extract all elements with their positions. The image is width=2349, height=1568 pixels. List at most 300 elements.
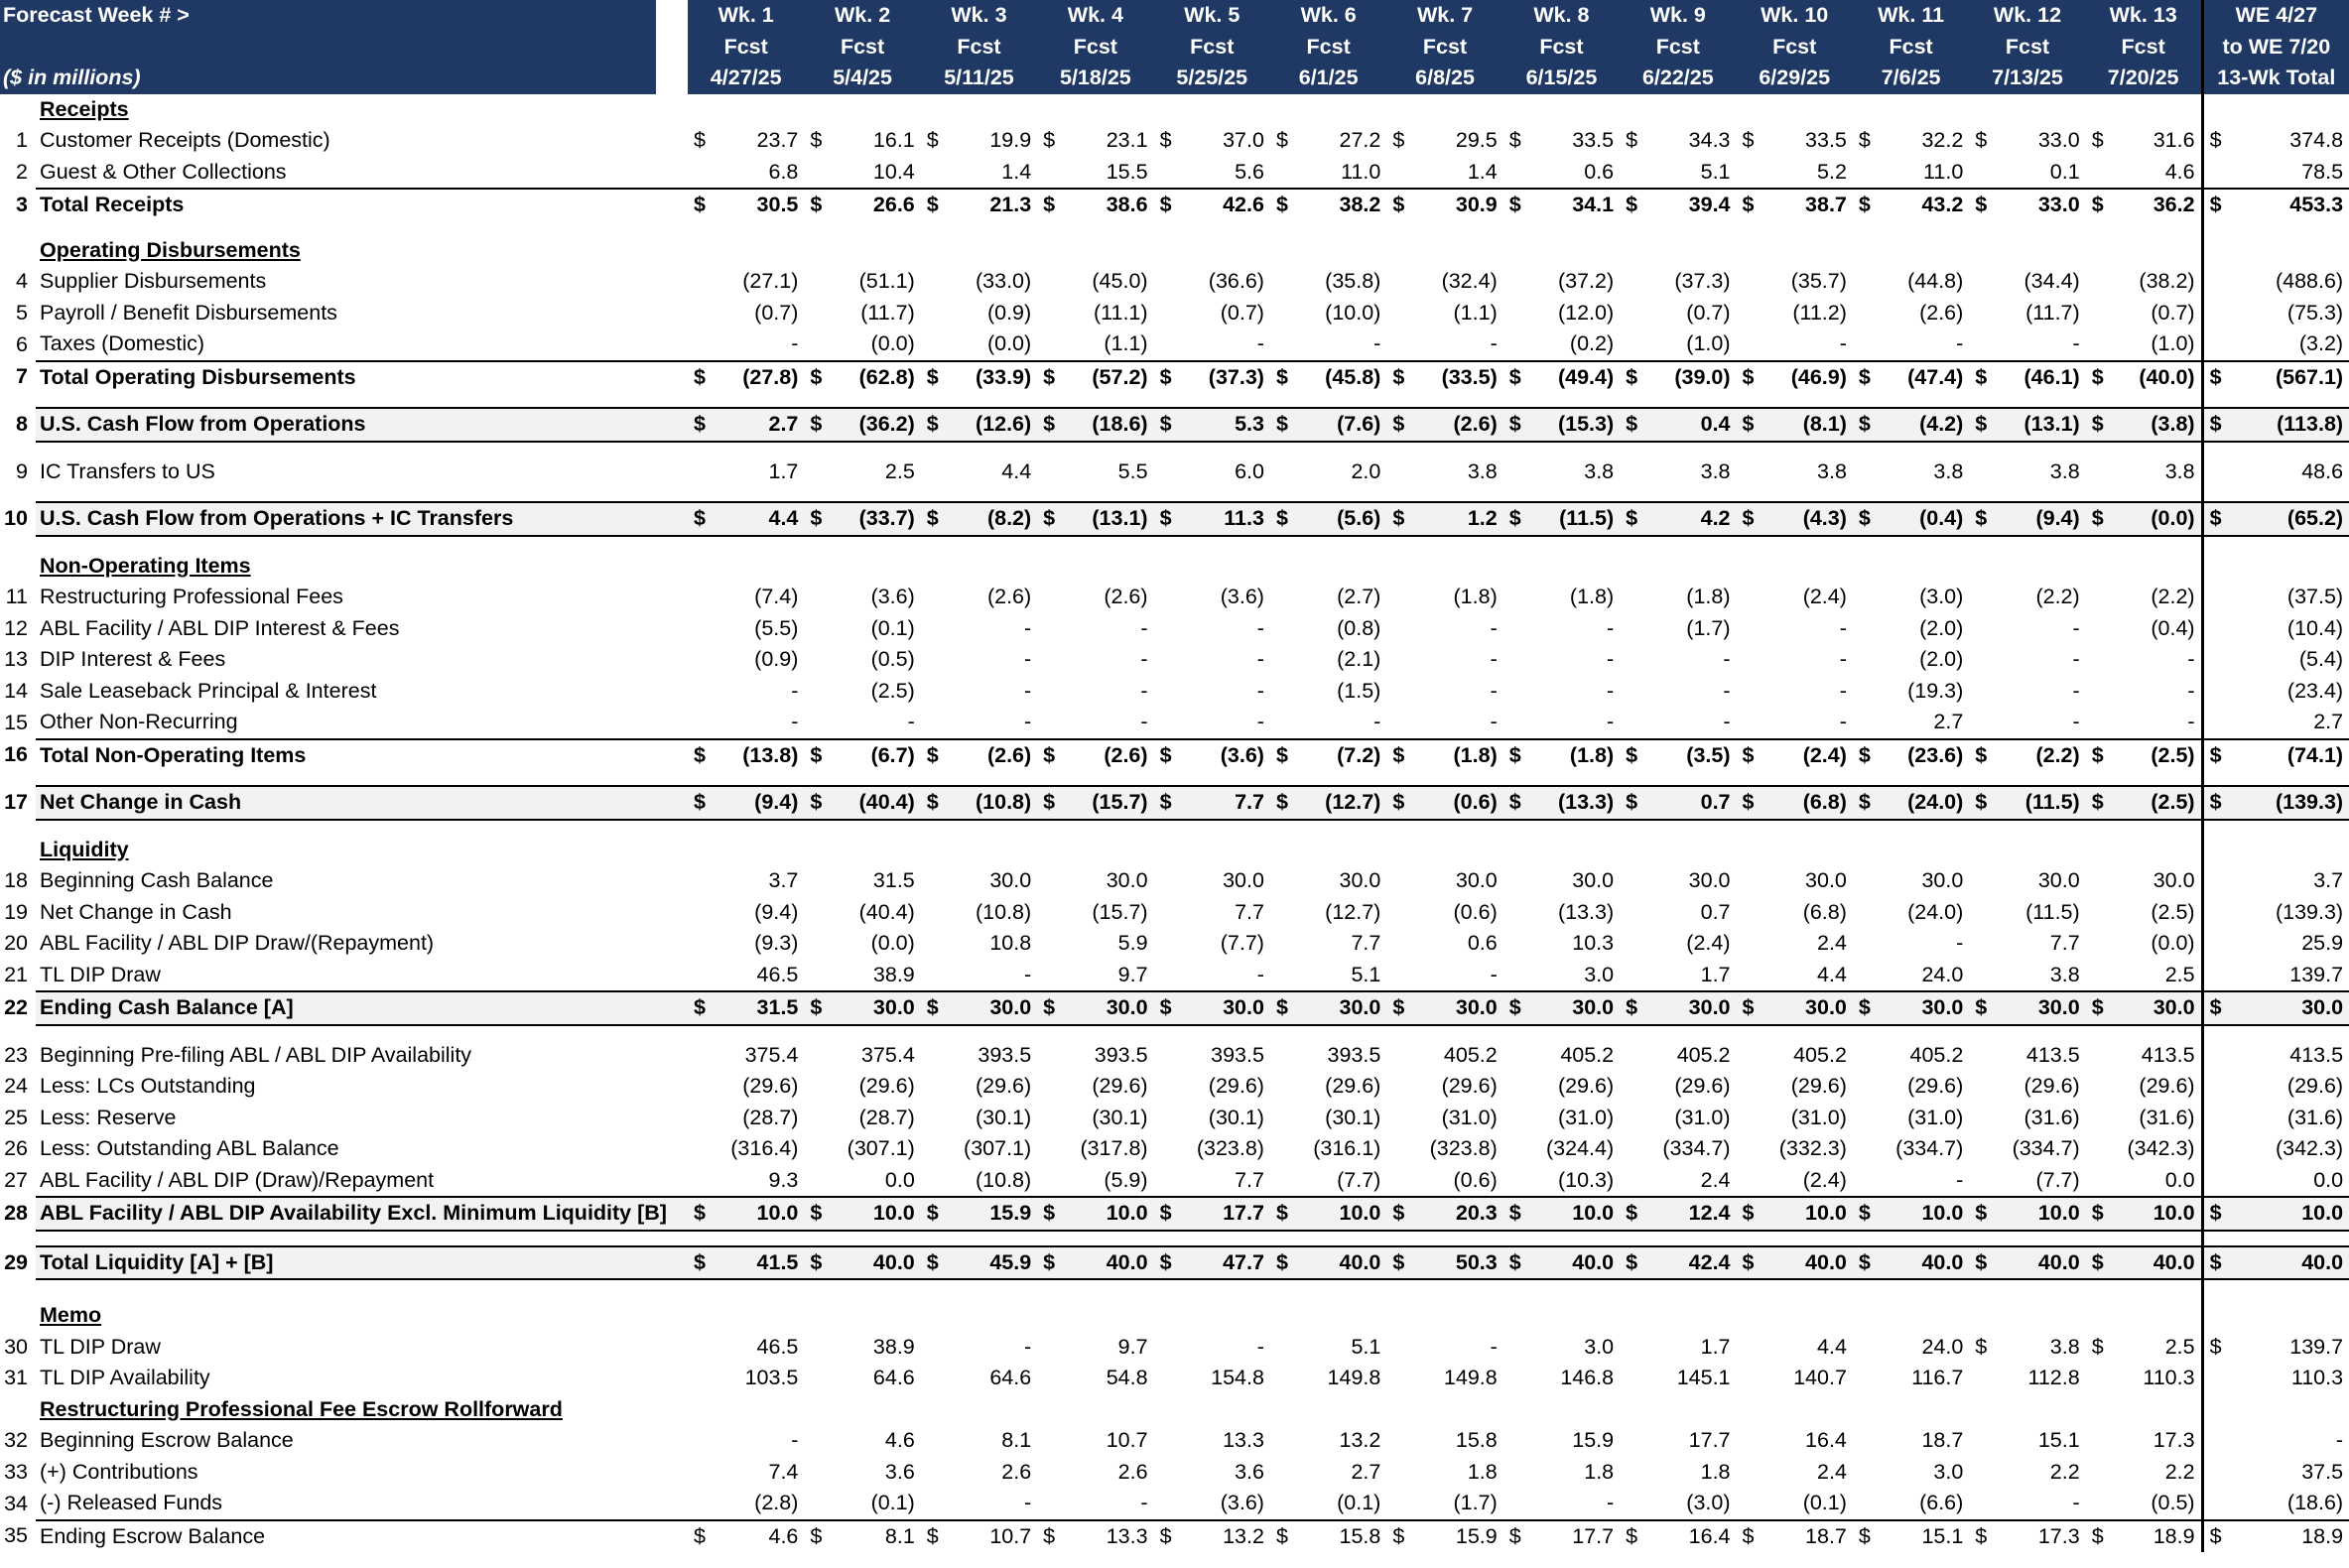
dollar-sign: $ (810, 364, 823, 389)
spacer-cell (1503, 771, 1620, 786)
value-cell (1853, 125, 1969, 157)
row-number: 12 (4, 615, 28, 640)
value: 112.8 (2027, 1366, 2080, 1389)
empty-cell (1620, 551, 1736, 583)
spacer-cell (1853, 536, 1969, 551)
line-item-row (0, 1425, 2349, 1457)
value: 8.1 (1001, 1428, 1032, 1452)
value: - (1256, 962, 1264, 986)
total-cell (2202, 1197, 2349, 1231)
value: 30.0 (1688, 868, 1731, 892)
value-cell (1737, 928, 1853, 960)
empty-cell (1969, 1394, 2085, 1426)
value-cell (804, 991, 920, 1025)
value: 5.1 (1351, 1334, 1381, 1359)
empty-cell (1386, 94, 1502, 126)
spacer-cell (36, 1231, 688, 1246)
value: 10.0 (1921, 1201, 1964, 1225)
week-header-cell: Fcst (1386, 32, 1502, 64)
value-cell (1386, 328, 1502, 361)
value: (316.1) (1313, 1136, 1381, 1160)
total-value: (488.6) (2275, 269, 2344, 293)
value-cell (1503, 897, 1620, 929)
dollar-sign: $ (1858, 128, 1871, 152)
value: (7.7) (1337, 1167, 1381, 1192)
value-cell (921, 125, 1037, 157)
total-cell (2202, 1103, 2349, 1134)
value: (7.4) (754, 585, 799, 608)
row-label: Net Change in Cash (36, 786, 688, 820)
value: (1.0) (1686, 331, 1731, 355)
value: - (1256, 1334, 1264, 1359)
value-cell (1969, 865, 2085, 897)
spacer-cell (688, 442, 804, 457)
dollar-sign: $ (926, 364, 939, 389)
value: (332.3) (1778, 1136, 1847, 1160)
value-cell (1386, 361, 1502, 394)
empty-cell (1503, 551, 1620, 583)
value-cell (1620, 613, 1736, 645)
value: 23.1 (1106, 128, 1148, 152)
value: (27.1) (742, 269, 799, 293)
row-number: 1 (16, 128, 28, 152)
value: 9.3 (768, 1167, 799, 1192)
value-cell (921, 1363, 1037, 1394)
spacer-cell (1386, 536, 1502, 551)
dollar-sign: $ (1858, 1249, 1871, 1274)
spacer-cell (1503, 442, 1620, 457)
value-cell (1620, 739, 1736, 772)
value: 2.5 (884, 458, 915, 483)
spacer-cell (1270, 1279, 1386, 1300)
value-cell (1737, 613, 1853, 645)
total-cell (2202, 1040, 2349, 1072)
value-cell (1969, 266, 2085, 298)
value: - (2072, 1491, 2080, 1514)
dollar-sign: $ (1508, 364, 1521, 389)
spacer-cell (0, 442, 36, 457)
value-cell (1154, 1071, 1270, 1103)
spacer-cell (921, 1025, 1037, 1040)
value: (0.4) (2151, 615, 2195, 640)
value-cell (804, 897, 920, 929)
value-cell (1154, 157, 1270, 190)
value: 4.6 (768, 1523, 799, 1548)
value-cell (688, 157, 804, 190)
value-cell (1503, 1425, 1620, 1457)
spacer-cell (0, 221, 36, 235)
value: (39.0) (1674, 364, 1731, 389)
row-label: TL DIP Draw (40, 1334, 161, 1359)
value-cell (1503, 739, 1620, 772)
value-cell (1620, 1363, 1736, 1394)
value: 2.4 (1700, 1167, 1731, 1192)
dollar-sign: $ (1975, 1201, 1988, 1225)
line-item-row (0, 676, 2349, 708)
dollar-sign: $ (1275, 412, 1288, 436)
value-cell (921, 897, 1037, 929)
value-cell (1154, 1197, 1270, 1231)
value-cell (688, 1071, 804, 1103)
value: (4.3) (1802, 506, 1847, 530)
value-cell (1037, 613, 1153, 645)
value-cell (1969, 189, 2085, 221)
spacer-cell (1386, 487, 1502, 502)
row-number: 11 (5, 585, 28, 608)
value: (0.8) (1337, 615, 1381, 640)
value-cell (1154, 865, 1270, 897)
week-header-cell: Fcst (1969, 32, 2085, 64)
value-cell (1270, 1488, 1386, 1520)
value: 10.8 (989, 931, 1032, 955)
value-cell (2086, 1425, 2202, 1457)
value-cell (1154, 1457, 1270, 1489)
row-number: 3 (16, 192, 28, 216)
dollar-sign: $ (2209, 412, 2222, 436)
dollar-sign: $ (1275, 128, 1288, 152)
spacer-cell (1154, 536, 1270, 551)
value-cell (1270, 707, 1386, 739)
section-header-row (0, 235, 2349, 267)
week-header-cell: Wk. 9 (1620, 0, 1736, 32)
value: (1.8) (1569, 742, 1615, 767)
empty-cell (804, 235, 920, 267)
spacer-cell (1386, 1231, 1502, 1246)
spacer-cell (0, 1231, 36, 1246)
total-value: (139.3) (2275, 899, 2344, 924)
value-cell (1154, 298, 1270, 329)
empty-cell (1737, 94, 1853, 126)
spacer-cell (921, 820, 1037, 835)
spacer-cell (1386, 393, 1502, 408)
value-cell (1037, 1103, 1153, 1134)
value-cell (2086, 928, 2202, 960)
dollar-sign: $ (2209, 193, 2222, 216)
value-cell (688, 707, 804, 739)
total-header-cell: WE 4/27 (2202, 0, 2349, 32)
spacer-cell (36, 1025, 688, 1040)
value-cell (1969, 361, 2085, 394)
empty-cell (1037, 551, 1153, 583)
spacer-cell (1386, 820, 1502, 835)
value-cell (2086, 361, 2202, 394)
total-cell (2202, 676, 2349, 708)
value: 2.6 (1001, 1459, 1032, 1484)
week-header-cell: Fcst (921, 32, 1037, 64)
spacer-cell (0, 393, 36, 408)
value-cell (804, 1520, 920, 1553)
value-cell (804, 1165, 920, 1198)
value-cell (2086, 676, 2202, 708)
total-cell (2202, 1457, 2349, 1489)
value-cell (1853, 928, 1969, 960)
value: (29.6) (742, 1074, 799, 1098)
value-cell (1620, 266, 1736, 298)
value: 154.8 (1211, 1366, 1264, 1389)
spacer-cell (1503, 221, 1620, 235)
value-cell (1503, 457, 1620, 488)
dollar-sign: $ (2209, 1249, 2222, 1274)
value: 38.6 (1106, 193, 1148, 216)
row-number: 32 (4, 1428, 28, 1452)
value-cell (804, 676, 920, 708)
value: 16.4 (1688, 1523, 1731, 1548)
week-header-cell: Fcst (1503, 32, 1620, 64)
spacer-cell (1386, 771, 1502, 786)
dollar-sign: $ (1043, 995, 1056, 1019)
spacer-cell (36, 487, 688, 502)
value: - (1956, 331, 1964, 355)
dollar-sign: $ (1275, 364, 1288, 389)
value: 23.7 (756, 128, 799, 152)
value: 0.7 (1700, 790, 1731, 814)
value: 10.0 (1572, 1201, 1615, 1225)
row-label: Less: LCs Outstanding (40, 1074, 256, 1098)
value-cell (1270, 457, 1386, 488)
value: 3.8 (1817, 458, 1847, 483)
value-cell (2086, 157, 2202, 190)
row-number (0, 1300, 36, 1332)
dollar-sign: $ (1043, 790, 1056, 814)
value-cell (1503, 928, 1620, 960)
value-cell (1969, 786, 2085, 820)
value: (6.6) (1919, 1491, 1964, 1514)
dollar-sign: $ (1626, 995, 1638, 1019)
value-cell (2086, 189, 2202, 221)
spacer-cell (688, 820, 804, 835)
header-units: ($ in millions) (0, 63, 656, 94)
spacer-cell (688, 536, 804, 551)
spacer-cell (1853, 1025, 1969, 1040)
value: 45.9 (989, 1249, 1032, 1274)
week-header-cell: 6/1/25 (1270, 63, 1386, 94)
empty-cell (921, 551, 1037, 583)
week-header-cell: Wk. 7 (1386, 0, 1502, 32)
value-cell (804, 361, 920, 394)
spacer-cell (2086, 771, 2202, 786)
value-cell (921, 189, 1037, 221)
spacer-cell (1154, 771, 1270, 786)
value-cell (1386, 897, 1502, 929)
value-cell (1620, 897, 1736, 929)
value-cell (1853, 1488, 1969, 1520)
value: - (1839, 331, 1847, 355)
spacer-cell (1503, 1231, 1620, 1246)
value-cell (1154, 1332, 1270, 1364)
value-cell (1737, 739, 1853, 772)
value-cell (1853, 676, 1969, 708)
empty-cell (1503, 1300, 1620, 1332)
value: 375.4 (860, 1042, 915, 1067)
dollar-sign: $ (1043, 1201, 1056, 1225)
value: 5.3 (1235, 412, 1264, 436)
value-cell (804, 1425, 920, 1457)
value: - (1956, 931, 1964, 955)
value: (0.1) (1802, 1491, 1847, 1514)
value-cell (1853, 266, 1969, 298)
value-cell (1154, 1363, 1270, 1394)
value: 0.7 (1700, 899, 1731, 924)
value-cell (1737, 1197, 1853, 1231)
value: 18.7 (1805, 1523, 1847, 1548)
spacer-cell (1154, 487, 1270, 502)
row-label: Beginning Escrow Balance (40, 1428, 294, 1452)
value: (3.6) (1220, 742, 1264, 767)
spacer-cell (2086, 1279, 2202, 1300)
row-number (0, 835, 36, 866)
dollar-sign: $ (1508, 506, 1521, 530)
value-cell (1969, 298, 2085, 329)
value-cell (1853, 739, 1969, 772)
value-cell (1503, 1363, 1620, 1394)
header-title: Forecast Week # > (0, 0, 656, 32)
value: (27.8) (742, 364, 799, 389)
dollar-sign: $ (1043, 742, 1056, 767)
spacer-cell (804, 1231, 920, 1246)
value: 140.7 (1793, 1366, 1847, 1389)
value-cell (804, 1040, 920, 1072)
value-cell (1969, 960, 2085, 992)
value-cell (1386, 1457, 1502, 1489)
row-label: U.S. Cash Flow from Operations (36, 408, 688, 442)
spacer-cell (1969, 1231, 2085, 1246)
week-header-cell: Fcst (1270, 32, 1386, 64)
value: 38.9 (872, 1334, 915, 1359)
shaded-row (0, 408, 2349, 442)
dollar-sign: $ (1275, 1249, 1288, 1274)
row-label: Supplier Disbursements (40, 269, 267, 293)
row-label: (+) Contributions (40, 1459, 198, 1484)
week-header-cell: 4/27/25 (688, 63, 804, 94)
dollar-sign: $ (1392, 1249, 1405, 1274)
value-cell (1503, 676, 1620, 708)
value-cell (1386, 1332, 1502, 1364)
value: (12.7) (1325, 790, 1381, 814)
value: 3.8 (2049, 962, 2080, 986)
value-cell (1620, 1457, 1736, 1489)
value-cell (1386, 1425, 1502, 1457)
spacer-cell (1853, 1279, 1969, 1300)
value: 17.3 (2037, 1523, 2080, 1548)
value-cell (2086, 1133, 2202, 1165)
value-cell (921, 1488, 1037, 1520)
value: 10.0 (2037, 1201, 2080, 1225)
empty-cell (1737, 1300, 1853, 1332)
value: 18.7 (1921, 1428, 1964, 1452)
value-cell (1737, 157, 1853, 190)
value-cell (1037, 991, 1153, 1025)
spacer-cell (2202, 221, 2349, 235)
value-cell (1037, 786, 1153, 820)
value: 5.2 (1817, 159, 1847, 184)
spacer-cell (36, 393, 688, 408)
total-value: (75.3) (2286, 300, 2344, 325)
value-cell (1037, 1165, 1153, 1198)
row-number: 10 (0, 502, 36, 536)
value-cell (2086, 1071, 2202, 1103)
spacer-cell (2202, 1025, 2349, 1040)
line-item-row (0, 1332, 2349, 1364)
dollar-sign: $ (1626, 364, 1638, 389)
dollar-sign: $ (1975, 128, 1988, 152)
dollar-sign: $ (694, 193, 706, 216)
value-cell (1853, 361, 1969, 394)
value-cell (1969, 991, 2085, 1025)
value-cell (1154, 582, 1270, 613)
value: 47.7 (1223, 1249, 1264, 1274)
value: (0.7) (1220, 300, 1264, 325)
value: (29.6) (1325, 1074, 1381, 1098)
value-cell (1270, 1071, 1386, 1103)
section-header-row (0, 1300, 2349, 1332)
value: (0.7) (1686, 300, 1731, 325)
value-cell (1386, 582, 1502, 613)
value-cell (1503, 408, 1620, 442)
value: (10.8) (976, 899, 1032, 924)
value: 1.4 (1001, 159, 1032, 184)
value-cell (688, 1103, 804, 1134)
row-label: Total Non-Operating Items (36, 739, 688, 772)
spacer-cell (1737, 487, 1853, 502)
spacer-cell (1503, 1279, 1620, 1300)
empty-cell (1154, 1300, 1270, 1332)
spacer-row (0, 1279, 2349, 1300)
value: - (1140, 710, 1148, 733)
line-item-row (0, 1071, 2349, 1103)
value: 30.0 (989, 868, 1032, 892)
value: 34.3 (1688, 128, 1731, 152)
total-value: (5.4) (2298, 647, 2344, 671)
total-value: (18.6) (2286, 1491, 2344, 1514)
value-cell (1969, 644, 2085, 676)
value: 2.4 (1817, 931, 1847, 955)
dollar-sign: $ (1275, 995, 1288, 1019)
value: (2.4) (1802, 742, 1847, 767)
spacer-cell (1270, 1231, 1386, 1246)
total-value: (567.1) (2275, 364, 2344, 389)
dollar-sign: $ (2091, 128, 2104, 152)
spacer-cell (1037, 221, 1153, 235)
empty-cell (1270, 551, 1386, 583)
value: 30.0 (1572, 995, 1615, 1019)
value: (45.0) (1092, 269, 1148, 293)
value: (1.8) (1453, 585, 1498, 608)
dollar-sign: $ (1975, 193, 1988, 216)
row-number: 28 (0, 1197, 36, 1231)
dollar-sign: $ (926, 412, 939, 436)
value-cell (1969, 1332, 2085, 1364)
empty-cell (688, 235, 804, 267)
value: 10.0 (872, 1201, 915, 1225)
value-cell (1386, 1071, 1502, 1103)
value: - (2072, 615, 2080, 640)
value-cell (1270, 1040, 1386, 1072)
value: (31.0) (1907, 1105, 1964, 1129)
total-header-cell: to WE 7/20 (2202, 32, 2349, 64)
value: - (2072, 678, 2080, 703)
empty-cell (2202, 551, 2349, 583)
dollar-sign: $ (2209, 1334, 2222, 1359)
value-cell (1503, 786, 1620, 820)
row-number (0, 94, 36, 126)
week-header-cell: Wk. 12 (1969, 0, 2085, 32)
total-cell (2202, 266, 2349, 298)
value-cell (1386, 298, 1502, 329)
week-header-cell: Wk. 8 (1503, 0, 1620, 32)
row-number: 31 (4, 1366, 28, 1389)
row-number: 9 (16, 458, 28, 483)
value: 36.2 (2153, 193, 2195, 216)
